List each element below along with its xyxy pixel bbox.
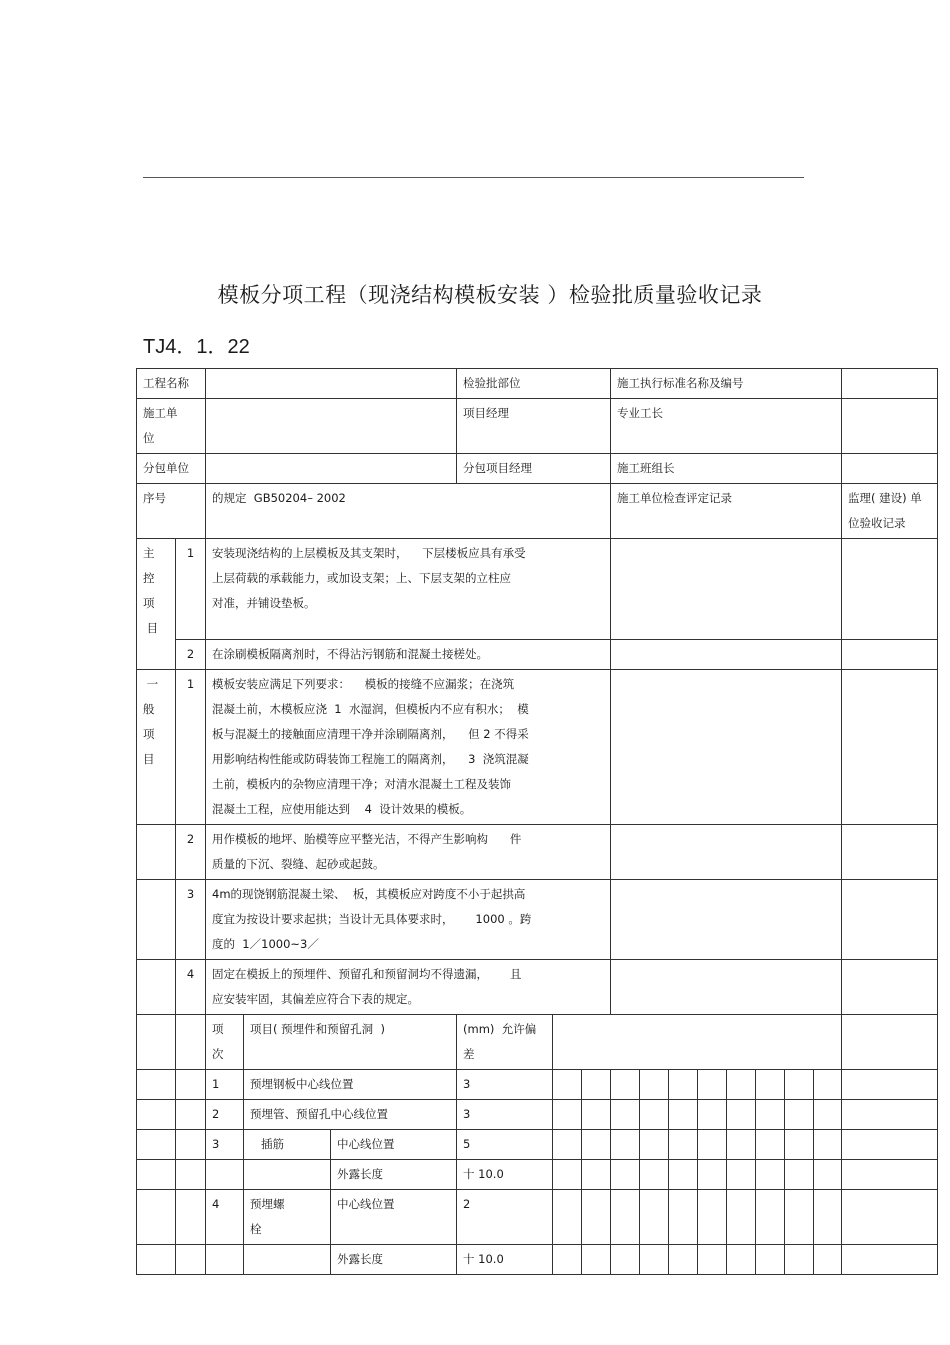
form-code: TJ4．1．22 — [143, 336, 250, 358]
general-item-check — [611, 825, 842, 880]
value-construction-unit — [206, 399, 457, 454]
deviation-item: 预埋钢板中心线位置 — [244, 1070, 457, 1100]
measure-cell — [698, 1130, 727, 1160]
deviation-tolerance: 十 10.0 — [457, 1245, 553, 1275]
measure-cell — [785, 1160, 814, 1190]
label-construction-unit: 施工单 位 — [137, 399, 206, 454]
measure-cell — [814, 1130, 842, 1160]
measure-cell — [553, 1130, 582, 1160]
measure-cell — [756, 1160, 785, 1190]
measure-cell — [582, 1160, 611, 1190]
value-team-leader — [842, 454, 938, 484]
general-items-label: 一 般 项 目 — [137, 670, 176, 825]
label-regulation: 的规定 GB50204– 2002 — [206, 484, 611, 539]
measure-cell — [785, 1245, 814, 1275]
main-item-no: 1 — [176, 539, 206, 640]
deviation-supervision — [842, 1245, 938, 1275]
measure-cell — [553, 1245, 582, 1275]
measure-cell — [640, 1160, 669, 1190]
general-items-label-blank — [137, 960, 176, 1015]
measure-cell — [611, 1245, 640, 1275]
main-item-supervision — [842, 539, 938, 640]
deviation-blank — [244, 1245, 331, 1275]
measure-cell — [785, 1190, 814, 1245]
measure-cell — [727, 1100, 756, 1130]
deviation-no: 1 — [206, 1070, 244, 1100]
deviation-measure-header — [553, 1015, 842, 1070]
general-item-no: 1 — [176, 670, 206, 825]
general-item-text: 4m的现饶钢筋混凝土梁、 板，其模板应对跨度不小于起拱高 度宜为按设计要求起拱；当设计无具体要求时， 1000 。跨 度的 1／1000~3／ — [206, 880, 611, 960]
measure-cell — [669, 1130, 698, 1160]
label-team-leader: 施工班组长 — [611, 454, 842, 484]
value-standard — [842, 369, 938, 399]
value-project-name — [206, 369, 457, 399]
measure-cell — [669, 1100, 698, 1130]
measure-cell — [756, 1190, 785, 1245]
measure-cell — [727, 1190, 756, 1245]
deviation-blank — [176, 1160, 206, 1190]
deviation-header-tolerance: (mm) 允许偏 差 — [457, 1015, 553, 1070]
deviation-supervision — [842, 1130, 938, 1160]
label-project-manager: 项目经理 — [457, 399, 611, 454]
deviation-supervision — [842, 1070, 938, 1100]
measure-cell — [640, 1100, 669, 1130]
deviation-tolerance: 3 — [457, 1070, 553, 1100]
main-item-check — [611, 640, 842, 670]
deviation-blank — [176, 1015, 206, 1070]
general-item-check — [611, 670, 842, 825]
measure-cell — [814, 1070, 842, 1100]
measure-cell — [640, 1245, 669, 1275]
measure-cell — [582, 1100, 611, 1130]
label-foreman: 专业工长 — [611, 399, 842, 454]
measure-cell — [582, 1190, 611, 1245]
deviation-header-no: 项 次 — [206, 1015, 244, 1070]
deviation-blank — [176, 1070, 206, 1100]
measure-cell — [553, 1070, 582, 1100]
deviation-blank — [176, 1245, 206, 1275]
measure-cell — [611, 1100, 640, 1130]
measure-cell — [814, 1190, 842, 1245]
general-item-text: 模板安装应满足下列要求： 模板的接缝不应漏浆；在浇筑 混凝土前，木模板应浇 1 水湿润，但模板内不应有积水； 模 板与混凝土的接触面应清理干净并涂刷隔离剂， 但 2 不得采 用影响结构性能或防碍装饰工程施工的隔离剂， 3 浇筑混凝 土前，模板内的杂物应清理干净；对清水混凝土工程及装饰 混凝土工程，应使用能达到 4 设计效果的模板。 — [206, 670, 611, 825]
measure-cell — [611, 1160, 640, 1190]
measure-cell — [698, 1100, 727, 1130]
deviation-tolerance: 5 — [457, 1130, 553, 1160]
deviation-header-item: 项目( 预埋件和预留孔洞 ) — [244, 1015, 457, 1070]
measure-cell — [553, 1190, 582, 1245]
label-subcontractor: 分包单位 — [137, 454, 206, 484]
measure-cell — [698, 1070, 727, 1100]
measure-cell — [669, 1190, 698, 1245]
deviation-subitem: 外露长度 — [331, 1160, 457, 1190]
measure-cell — [727, 1130, 756, 1160]
deviation-subitem: 中心线位置 — [331, 1130, 457, 1160]
general-item-supervision — [842, 825, 938, 880]
deviation-blank — [137, 1070, 176, 1100]
deviation-supervision — [842, 1015, 938, 1070]
deviation-subitem: 外露长度 — [331, 1245, 457, 1275]
measure-cell — [785, 1070, 814, 1100]
deviation-blank — [176, 1100, 206, 1130]
general-item-no: 4 — [176, 960, 206, 1015]
measure-cell — [669, 1160, 698, 1190]
deviation-supervision — [842, 1160, 938, 1190]
measure-cell — [698, 1245, 727, 1275]
deviation-blank — [206, 1245, 244, 1275]
measure-cell — [814, 1100, 842, 1130]
measure-cell — [611, 1190, 640, 1245]
deviation-item: 预埋螺 栓 — [244, 1190, 331, 1245]
general-item-no: 3 — [176, 880, 206, 960]
deviation-supervision — [842, 1190, 938, 1245]
deviation-supervision — [842, 1100, 938, 1130]
measure-cell — [698, 1190, 727, 1245]
label-check-record: 施工单位检查评定记录 — [611, 484, 842, 539]
deviation-tolerance: 3 — [457, 1100, 553, 1130]
measure-cell — [669, 1245, 698, 1275]
measure-cell — [582, 1130, 611, 1160]
measure-cell — [640, 1070, 669, 1100]
measure-cell — [727, 1245, 756, 1275]
general-items-label-blank — [137, 825, 176, 880]
main-item-no: 2 — [176, 640, 206, 670]
measure-cell — [669, 1070, 698, 1100]
measure-cell — [785, 1130, 814, 1160]
measure-cell — [611, 1130, 640, 1160]
measure-cell — [756, 1245, 785, 1275]
header-rule — [143, 177, 804, 178]
measure-cell — [756, 1100, 785, 1130]
label-project-name: 工程名称 — [137, 369, 206, 399]
measure-cell — [814, 1160, 842, 1190]
general-item-supervision — [842, 670, 938, 825]
measure-cell — [785, 1100, 814, 1130]
deviation-blank — [137, 1130, 176, 1160]
measure-cell — [727, 1070, 756, 1100]
deviation-blank — [137, 1245, 176, 1275]
measure-cell — [553, 1160, 582, 1190]
general-item-supervision — [842, 960, 938, 1015]
deviation-blank — [206, 1160, 244, 1190]
general-item-text: 用作模板的地坪、胎模等应平整光洁，不得产生影响构 件 质量的下沉、裂缝、起砂或起鼓。 — [206, 825, 611, 880]
deviation-no: 2 — [206, 1100, 244, 1130]
measure-cell — [640, 1190, 669, 1245]
measure-cell — [756, 1070, 785, 1100]
label-supervision: 监理( 建设) 单 位验收记录 — [842, 484, 938, 539]
general-item-text: 固定在模扳上的预埋件、预留孔和预留洞均不得遗漏， 且 应安装牢固，其偏差应符合下表的规定。 — [206, 960, 611, 1015]
measure-cell — [640, 1130, 669, 1160]
form-title: 模板分项工程（现浇结构模板安装 ）检验批质量验收记录 — [217, 283, 763, 307]
measure-cell — [582, 1245, 611, 1275]
main-item-text: 安装现浇结构的上层模板及其支架时， 下层楼板应具有承受 上层荷载的承载能力，或加设支架；上、下层支架的立柱应 对准，并铺设垫板。 — [206, 539, 611, 640]
deviation-no: 4 — [206, 1190, 244, 1245]
measure-cell — [582, 1070, 611, 1100]
main-item-text: 在涂刷模板隔离剂时，不得沾污钢筋和混凝土接槎处。 — [206, 640, 611, 670]
deviation-blank — [176, 1130, 206, 1160]
general-items-label-blank — [137, 880, 176, 960]
main-items-label: 主 控 项 目 — [137, 539, 176, 670]
general-item-check — [611, 880, 842, 960]
main-item-supervision — [842, 640, 938, 670]
deviation-tolerance: 十 10.0 — [457, 1160, 553, 1190]
general-item-no: 2 — [176, 825, 206, 880]
general-item-check — [611, 960, 842, 1015]
measure-cell — [698, 1160, 727, 1190]
deviation-subitem: 中心线位置 — [331, 1190, 457, 1245]
label-standard: 施工执行标准名称及编号 — [611, 369, 842, 399]
deviation-item: 预埋管、预留孔中心线位置 — [244, 1100, 457, 1130]
label-seq: 序号 — [137, 484, 206, 539]
deviation-blank — [137, 1100, 176, 1130]
measure-cell — [814, 1245, 842, 1275]
label-batch-location: 检验批部位 — [457, 369, 611, 399]
inspection-record-table — [136, 368, 938, 1275]
deviation-blank — [176, 1190, 206, 1245]
deviation-item: 插筋 — [244, 1130, 331, 1160]
measure-cell — [611, 1070, 640, 1100]
measure-cell — [553, 1100, 582, 1130]
deviation-blank — [244, 1160, 331, 1190]
value-subcontractor — [206, 454, 457, 484]
deviation-no: 3 — [206, 1130, 244, 1160]
general-item-supervision — [842, 880, 938, 960]
deviation-blank — [137, 1015, 176, 1070]
deviation-blank — [137, 1190, 176, 1245]
label-sub-manager: 分包项目经理 — [457, 454, 611, 484]
deviation-tolerance: 2 — [457, 1190, 553, 1245]
deviation-blank — [137, 1160, 176, 1190]
measure-cell — [727, 1160, 756, 1190]
measure-cell — [756, 1130, 785, 1160]
value-foreman — [842, 399, 938, 454]
main-item-check — [611, 539, 842, 640]
